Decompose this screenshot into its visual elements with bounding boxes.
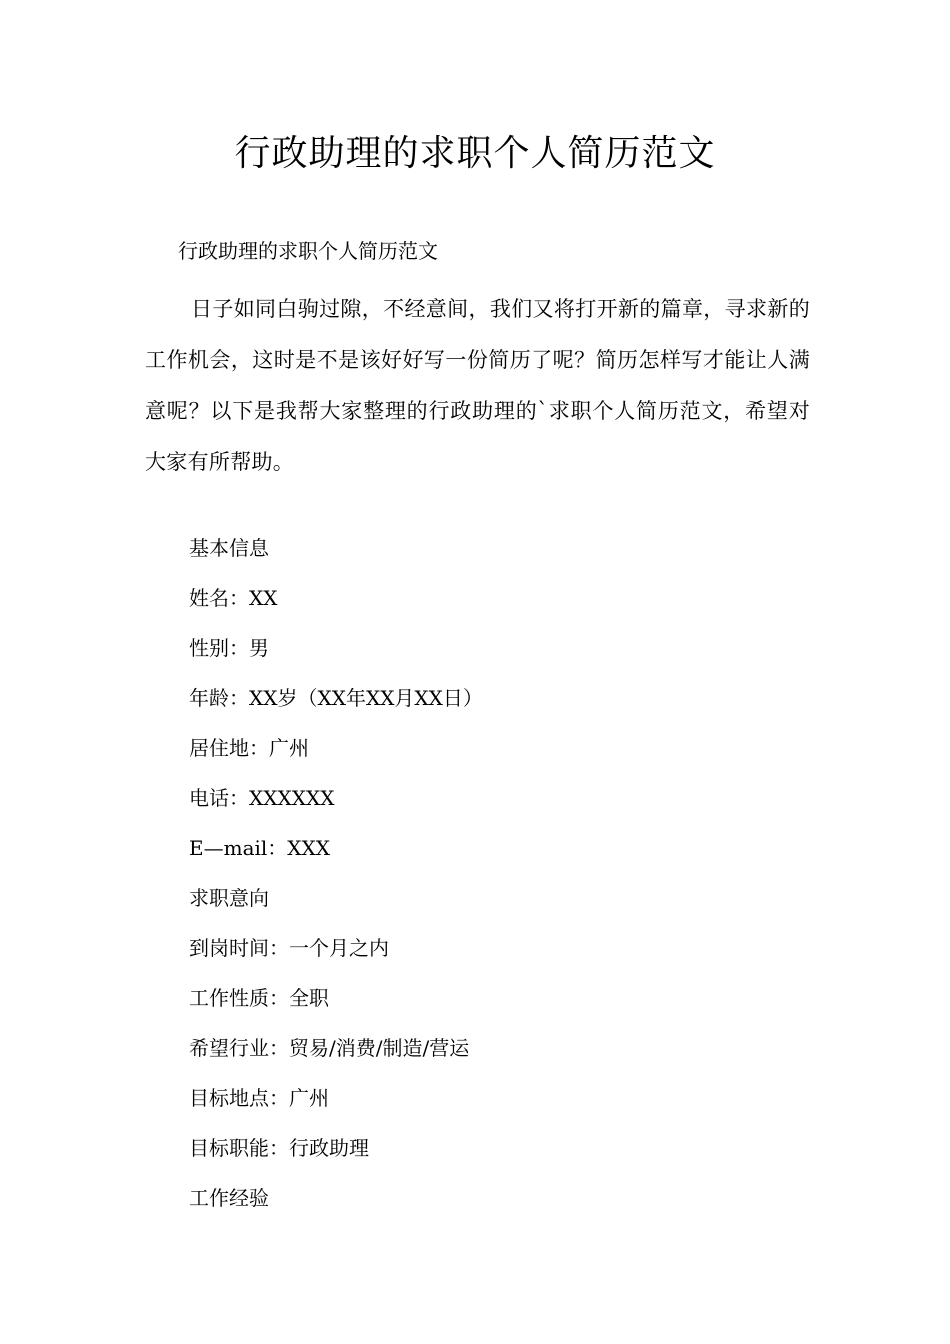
info-line-target-location: 目标地点：广州 xyxy=(189,1086,329,1110)
info-line-email: E—mail：XXX xyxy=(189,836,330,860)
section-heading-work-experience: 工作经验 xyxy=(189,1186,269,1210)
info-line-target-function: 目标职能：行政助理 xyxy=(189,1136,369,1160)
document-subtitle: 行政助理的求职个人简历范文 xyxy=(178,239,438,263)
info-line-residence: 居住地：广州 xyxy=(189,736,309,760)
section-heading-basic-info: 基本信息 xyxy=(189,536,269,560)
info-line-phone: 电话：XXXXXX xyxy=(189,786,335,810)
info-line-age: 年龄：XX岁（XX年XX月XX日） xyxy=(189,686,483,710)
section-heading-job-intention: 求职意向 xyxy=(189,886,269,910)
intro-paragraph: 日子如同白驹过隙，不经意间，我们又将打开新的篇章，寻求新的工作机会，这时是不是该好好写一份简历了呢？简历怎样写才能让人满意呢？以下是我帮大家整理的行政助理的`求职个人简历范文，希望对大家有所帮助。 xyxy=(145,297,810,474)
document-title: 行政助理的求职个人简历范文 xyxy=(234,133,716,174)
info-line-gender: 性别：男 xyxy=(189,636,269,660)
info-line-start-time: 到岗时间：一个月之内 xyxy=(189,936,389,960)
info-line-name: 姓名：XX xyxy=(189,586,278,610)
info-line-industry: 希望行业：贸易/消费/制造/营运 xyxy=(189,1036,470,1060)
resume-info-list xyxy=(189,530,483,1230)
info-line-job-type: 工作性质：全职 xyxy=(189,986,329,1010)
